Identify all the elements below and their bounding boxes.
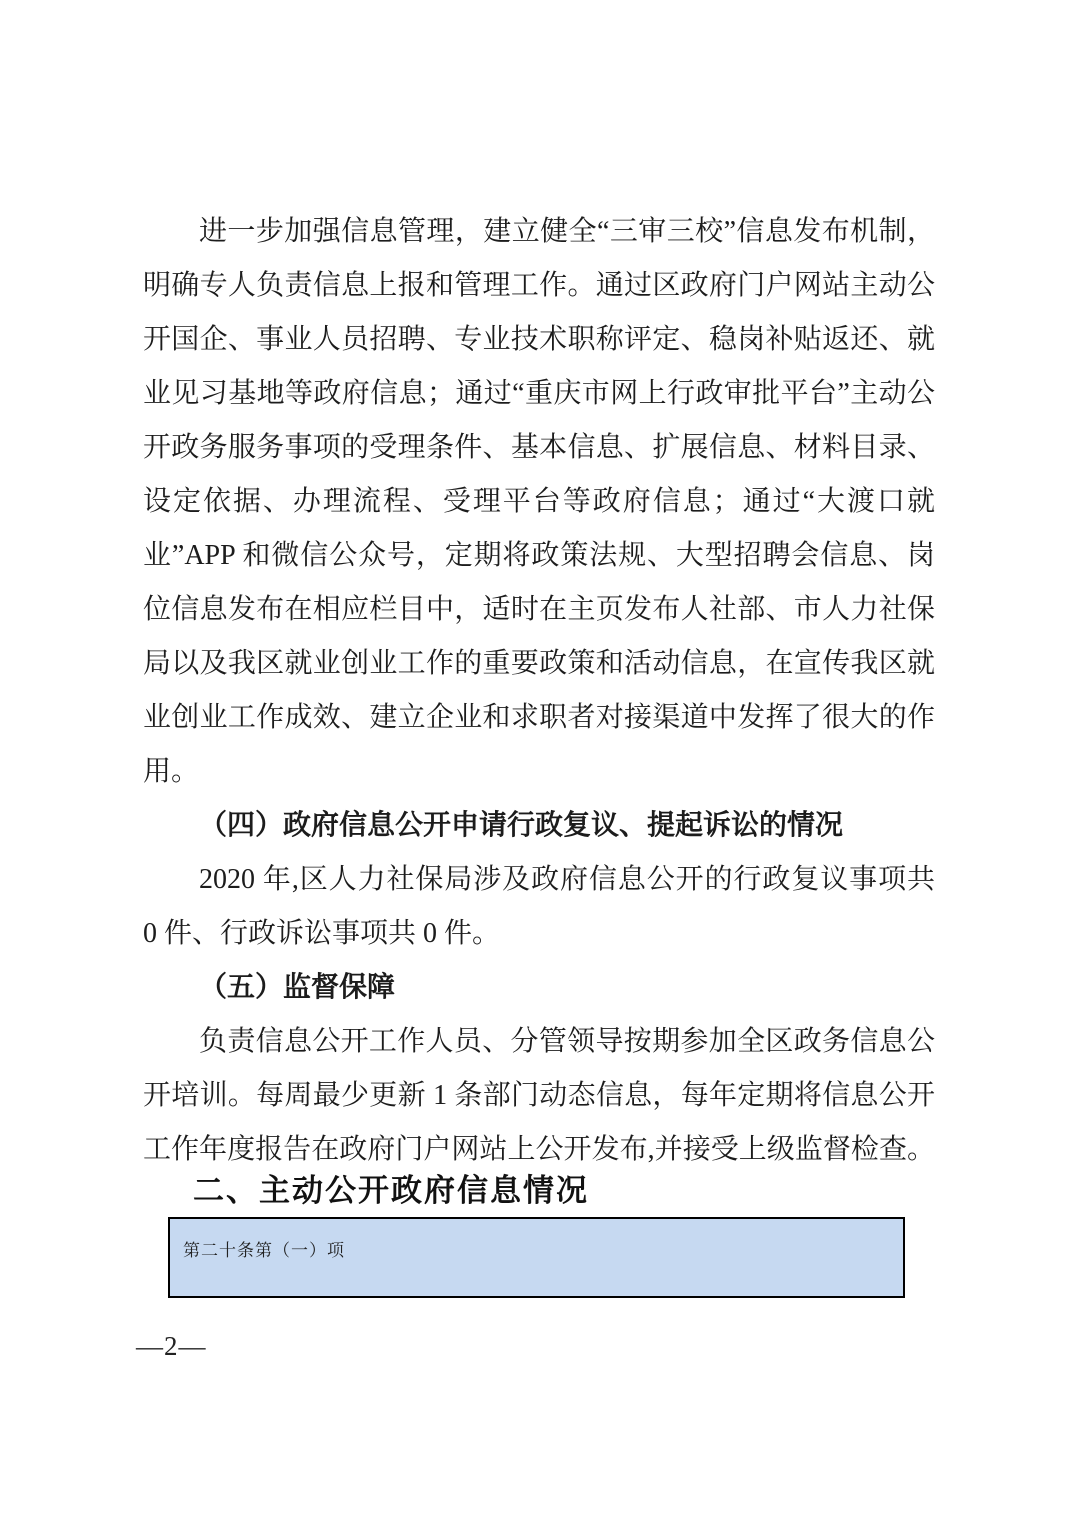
text-line: （四）政府信息公开申请行政复议、提起诉讼的情况	[199, 810, 844, 841]
text-line: 位信息发布在相应栏目中，适时在主页发布人社部、市人力社保	[143, 594, 935, 625]
text-line: 负责信息公开工作人员、分管领导按期参加全区政务信息公	[199, 1026, 935, 1057]
text-line: 业见习基地等政府信息；通过“重庆市网上行政审批平台”主动公	[143, 378, 935, 409]
text-line: 开培训。每周最少更新 1 条部门动态信息，每年定期将信息公开	[143, 1080, 935, 1111]
text-line: 业创业工作成效、建立企业和求职者对接渠道中发挥了很大的作	[143, 702, 935, 733]
text-line: 明确专人负责信息上报和管理工作。通过区政府门户网站主动公	[143, 270, 935, 301]
text-line: 进一步加强信息管理，建立健全“三审三校”信息发布机制，	[199, 216, 935, 247]
text-line: 设定依据、办理流程、受理平台等政府信息；通过“大渡口就	[143, 486, 935, 517]
text-line: 0 件、行政诉讼事项共 0 件。	[143, 918, 501, 949]
callout-box	[168, 1217, 905, 1298]
callout-label: 第二十条第（一）项	[183, 1241, 345, 1260]
page-number: —2—	[136, 1331, 207, 1361]
section-heading: 二、主动公开政府信息情况	[193, 1173, 589, 1208]
text-line: 开国企、事业人员招聘、专业技术职称评定、稳岗补贴返还、就	[143, 324, 935, 355]
text-line: （五）监督保障	[199, 972, 396, 1003]
text-line: 业”APP 和微信公众号，定期将政策法规、大型招聘会信息、岗	[143, 540, 935, 571]
text-line: 开政务服务事项的受理条件、基本信息、扩展信息、材料目录、	[143, 432, 935, 463]
text-line: 局以及我区就业创业工作的重要政策和活动信息，在宣传我区就	[143, 648, 935, 679]
body-text	[143, 205, 935, 1177]
text-line: 工作年度报告在政府门户网站上公开发布,并接受上级监督检查。	[143, 1134, 935, 1165]
text-line: 2020 年,区人力社保局涉及政府信息公开的行政复议事项共	[199, 864, 935, 895]
text-line: 用。	[143, 756, 200, 787]
